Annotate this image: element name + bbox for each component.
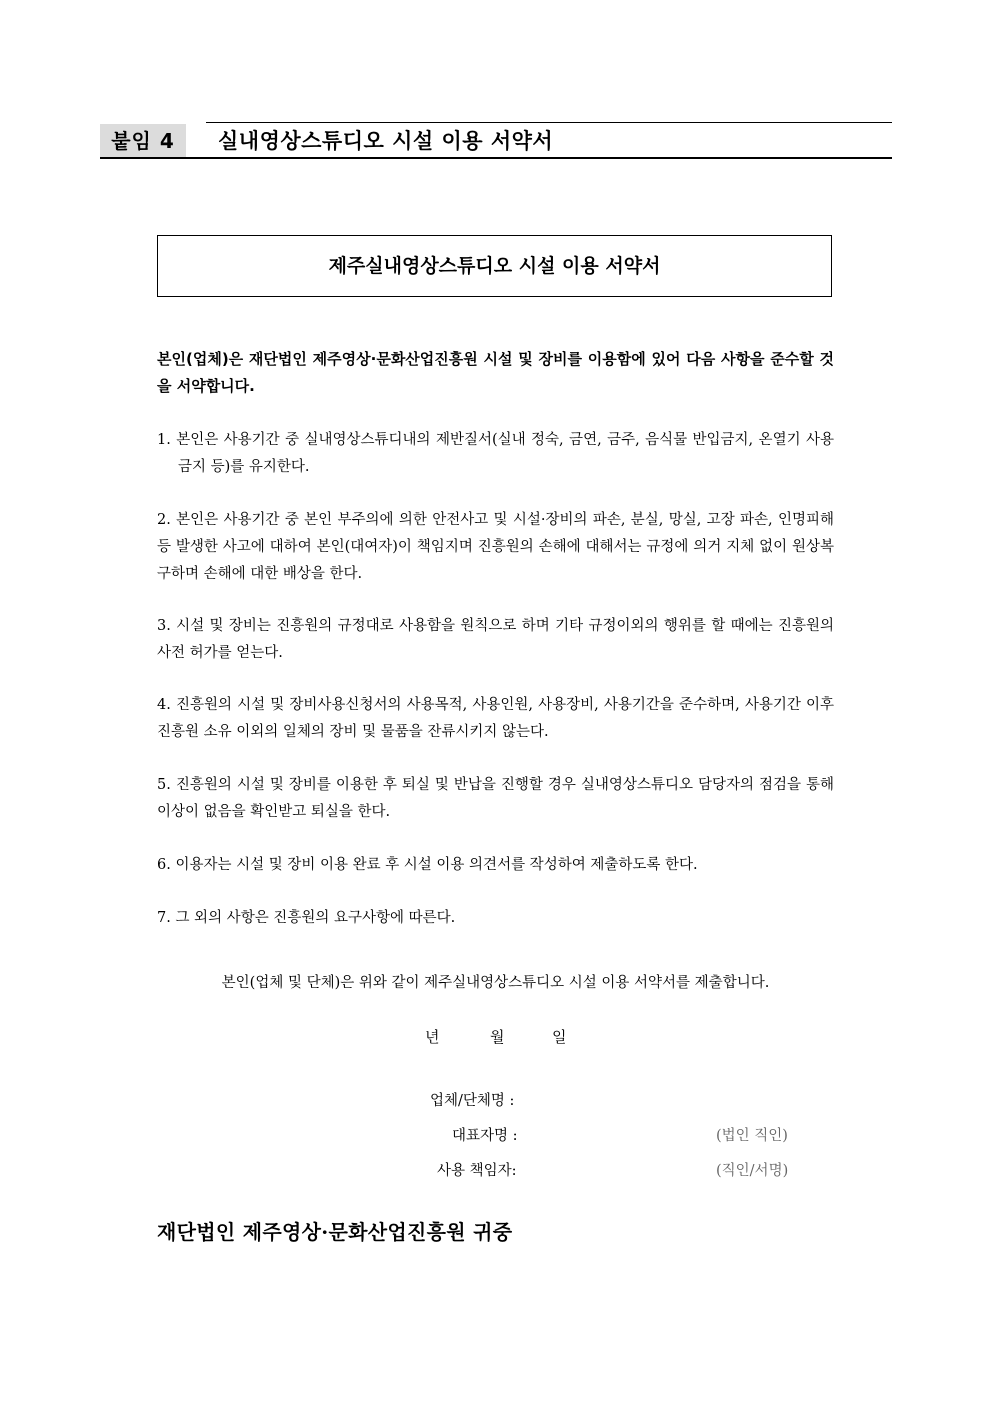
clause-6: 6. 이용자는 시설 및 장비 이용 완료 후 시설 이용 의견서를 작성하여 제출하도록 한다. [157,857,698,873]
clause-4: 4. 진흥원의 시설 및 장비사용신청서의 사용목적, 사용인원, 사용장비, 사용기간을 준수하며, 사용기간 이후 진흥원 소유 이외의 일체의 장비 및 물품을 잔류시키지 않는다. [157,697,834,740]
attachment-badge: 붙임 4 [100,124,186,158]
clause-5: 5. 진흥원의 시설 및 장비를 이용한 후 퇴실 및 반납을 진행할 경우 실내영상스튜디오 담당자의 점검을 통해 이상이 없음을 확인받고 퇴실을 한다. [157,777,834,820]
representative-label: 대표자명 : [452,1128,518,1144]
recipient-line: 재단법인 제주영상·문화산업진흥원 귀중 [157,1220,513,1244]
submission-statement: 본인(업체 및 단체)은 위와 같이 제주실내영상스튜디오 시설 이용 서약서를 제출합니다. [221,975,770,991]
pledge-intro: 본인(업체)은 재단법인 제주영상·문화산업진흥원 시설 및 장비를 이용함에 있어 다음 사항을 준수할 것을 서약합니다. [157,350,834,395]
date-year: 년 [425,1028,440,1046]
date-month: 월 [490,1028,505,1046]
header-rule-bottom [100,157,892,159]
clause-3: 3. 시설 및 장비는 진흥원의 규정대로 사용함을 원칙으로 하며 기타 규정이외의 행위를 할 때에는 진흥원의 사전 허가를 얻는다. [157,618,834,661]
manager-label: 사용 책임자: [437,1163,517,1179]
attachment-title: 실내영상스튜디오 시설 이용 서약서 [218,129,554,153]
attachment-header [100,122,892,158]
corporate-seal-note: (법인 직인) [716,1128,788,1144]
company-name-label: 업체/단체명 : [430,1093,515,1109]
seal-signature-note: (직인/서명) [716,1163,789,1179]
date-day: 일 [552,1028,567,1046]
clause-7: 7. 그 외의 사항은 진흥원의 요구사항에 따른다. [157,910,456,926]
clause-2: 2. 본인은 사용기간 중 본인 부주의에 의한 안전사고 및 시설·장비의 파손, 분실, 망실, 고장 파손, 인명피해 등 발생한 사고에 대하여 본인(대여자)이 책임지며 진흥원의 손해에 대해서는 규정에 의거 지체 없이 원상복구하며 손해에 대한 배상을 한다. [157,512,834,582]
header-rule-top [206,122,892,123]
document-title-box: 제주실내영상스튜디오 시설 이용 서약서 [157,235,832,297]
clause-1: 1. 본인은 사용기간 중 실내영상스튜디내의 제반질서(실내 정숙, 금연, 금주, 음식물 반입금지, 온열기 사용 금지 등)를 유지한다. [157,432,834,475]
